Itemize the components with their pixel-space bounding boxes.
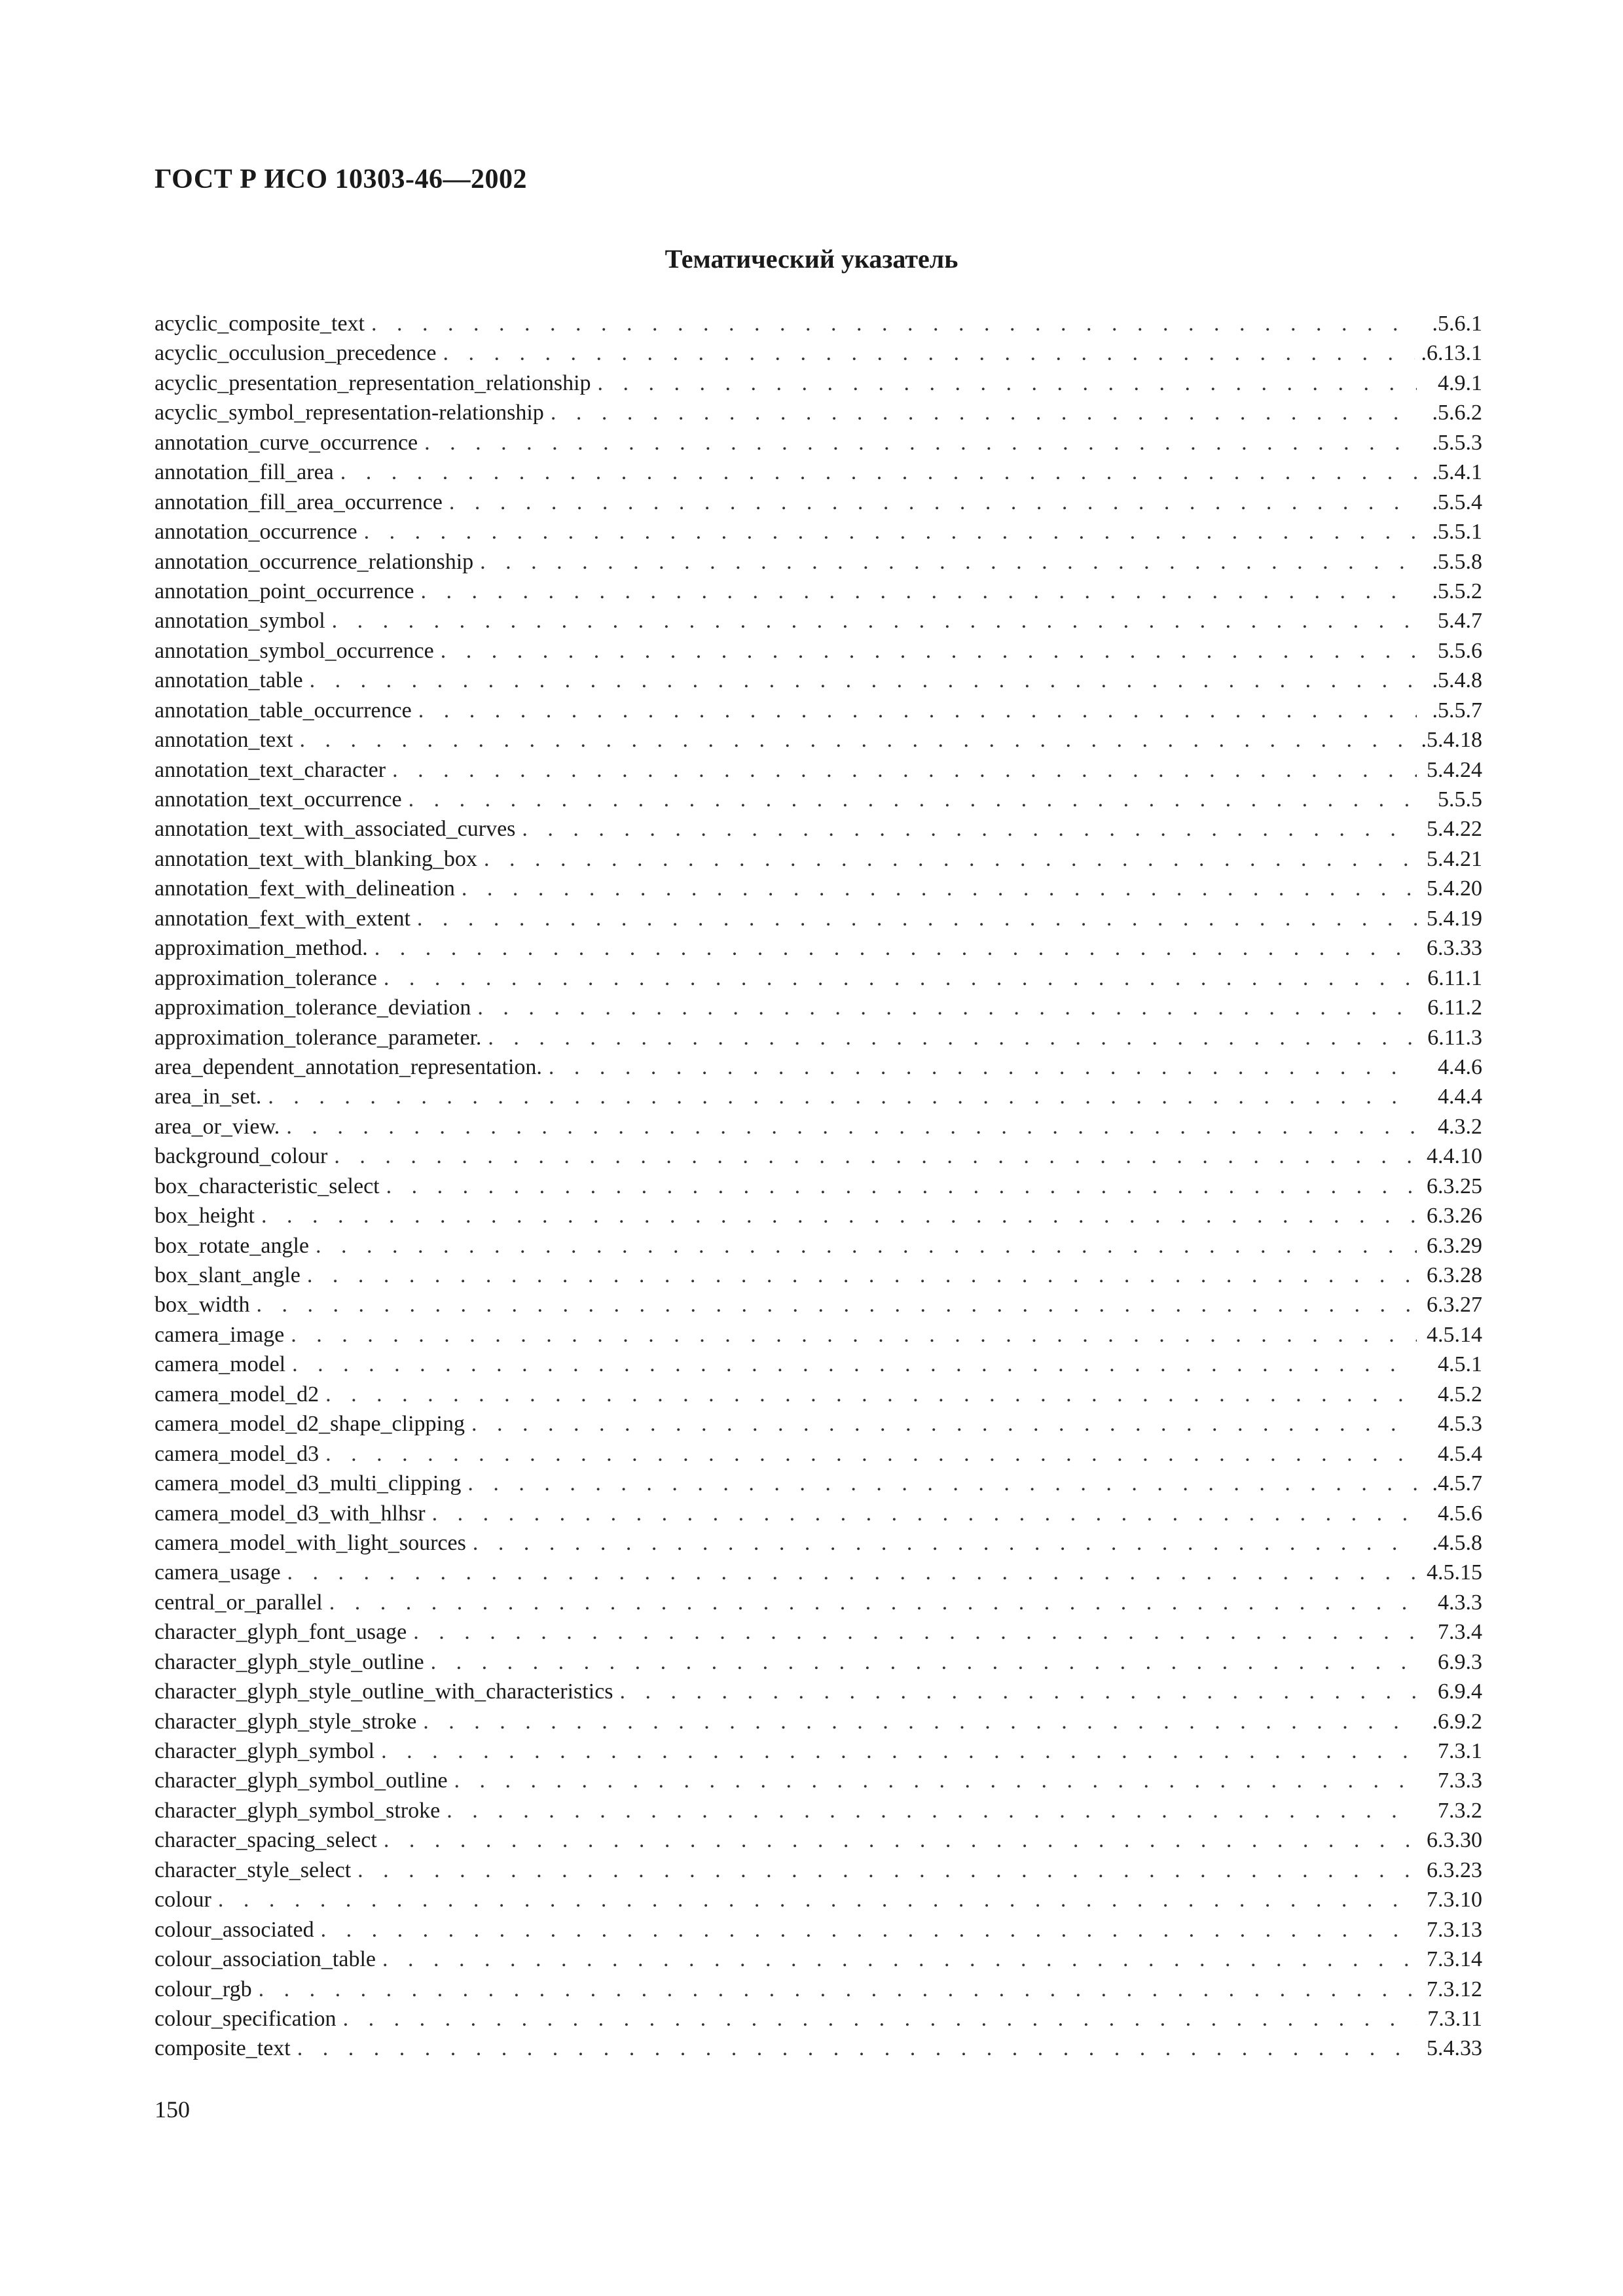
- index-entry-section-ref: .5.5.1: [1432, 520, 1482, 545]
- index-entry: [155, 1736, 1482, 1766]
- dot-leader: [467, 1469, 1417, 1498]
- index-entry-term: character_style_select: [155, 1857, 352, 1882]
- dot-leader: [473, 1528, 1417, 1558]
- index-entry: [155, 517, 1482, 547]
- dot-leader: [310, 666, 1417, 695]
- index-entry: [155, 1052, 1482, 1082]
- dot-leader: [384, 1825, 1417, 1855]
- index-entry-section-ref: 6.3.27: [1427, 1293, 1482, 1318]
- dot-leader: [522, 814, 1417, 844]
- dot-leader: [325, 1380, 1417, 1409]
- index-entry-term: annotation_fext_with_extent: [155, 906, 410, 931]
- dot-leader: [418, 696, 1417, 725]
- dot-leader: [488, 1023, 1417, 1052]
- dot-leader: [392, 755, 1417, 785]
- index-entry: [155, 1975, 1482, 2004]
- index-entry: [155, 1380, 1482, 1409]
- index-entry-section-ref: 6.3.23: [1427, 1857, 1482, 1882]
- index-entry: [155, 309, 1482, 338]
- index-entry: [155, 1141, 1482, 1171]
- dot-leader: [386, 1172, 1417, 1201]
- index-entry-term: character_glyph_style_outline_with_characteristics: [155, 1679, 613, 1704]
- dot-leader: [334, 1141, 1417, 1171]
- dot-leader: [268, 1082, 1417, 1111]
- index-entry: [155, 1617, 1482, 1647]
- dot-leader: [340, 457, 1417, 487]
- index-entry-term: annotation_text_with_blanking_box: [155, 846, 477, 871]
- index-entry: [155, 1290, 1482, 1319]
- index-entry: [155, 1201, 1482, 1230]
- index-entry-section-ref: 7.3.13: [1427, 1917, 1482, 1942]
- index-entry-term: camera_model_d3: [155, 1441, 319, 1466]
- index-entry: [155, 1409, 1482, 1439]
- index-entry-section-ref: 4.4.4: [1438, 1085, 1482, 1109]
- index-entry-section-ref: 7.3.10: [1427, 1888, 1482, 1912]
- dot-leader: [329, 1588, 1417, 1617]
- dot-leader: [431, 1647, 1417, 1677]
- index-entry: [155, 696, 1482, 725]
- index-entry-term: area_or_view.: [155, 1114, 280, 1139]
- dot-leader: [382, 1945, 1417, 1974]
- index-entry-term: approximation_tolerance_deviation: [155, 996, 471, 1020]
- dot-leader: [413, 1617, 1417, 1647]
- index-entry: [155, 1588, 1482, 1617]
- index-entry: [155, 1231, 1482, 1261]
- index-entry-term: camera_model: [155, 1352, 286, 1377]
- index-entry-section-ref: 5.4.20: [1427, 876, 1482, 901]
- index-entry-section-ref: .5.5.4: [1432, 490, 1482, 514]
- index-entry-section-ref: 6.11.3: [1427, 1025, 1482, 1050]
- index-entry-section-ref: 7.3.12: [1427, 1977, 1482, 2001]
- index-entry-term: annotation_text_occurrence: [155, 787, 402, 812]
- index-entry-section-ref: 5.4.21: [1427, 846, 1482, 871]
- index-entry-term: colour_associated: [155, 1917, 314, 1942]
- index-entry: [155, 338, 1482, 368]
- index-entry: [155, 1172, 1482, 1201]
- index-entry: [155, 1528, 1482, 1558]
- dot-leader: [421, 577, 1417, 606]
- index-entry-term: character_glyph_style_outline: [155, 1649, 424, 1674]
- index-entry-term: acyclic_occulusion_precedence: [155, 341, 437, 366]
- index-entry-term: camera_model_d3_multi_clipping: [155, 1471, 462, 1496]
- index-entry-term: box_characteristic_select: [155, 1174, 380, 1198]
- index-entry-section-ref: .6.13.1: [1421, 341, 1482, 366]
- index-entry: [155, 2034, 1482, 2063]
- index-entry-section-ref: 6.3.26: [1427, 1204, 1482, 1229]
- index-entry-term: character_glyph_font_usage: [155, 1620, 407, 1645]
- index-entry: [155, 428, 1482, 457]
- index-entry-section-ref: 4.3.3: [1438, 1590, 1482, 1615]
- index-entry: [155, 874, 1482, 903]
- index-entry-term: camera_image: [155, 1322, 285, 1347]
- index-entry-term: box_width: [155, 1293, 250, 1318]
- dot-leader: [417, 904, 1417, 933]
- index-entry-term: annotation_point_occurrence: [155, 579, 414, 603]
- index-entry-term: colour_specification: [155, 2006, 337, 2031]
- index-entry: [155, 1439, 1482, 1469]
- index-entry-section-ref: .6.9.2: [1432, 1709, 1482, 1734]
- index-entry: [155, 933, 1482, 963]
- index-entry-section-ref: 4.5.6: [1438, 1501, 1482, 1526]
- index-entry-term: area_in_set.: [155, 1085, 262, 1109]
- index-entry-section-ref: 7.3.11: [1427, 2006, 1482, 2031]
- index-entry-term: character_glyph_style_stroke: [155, 1709, 417, 1734]
- dot-leader: [332, 606, 1417, 636]
- dot-leader: [259, 1975, 1417, 2004]
- dot-leader: [441, 636, 1417, 666]
- index-entry: [155, 457, 1482, 487]
- dot-leader: [357, 1856, 1417, 1885]
- dot-leader: [381, 1736, 1417, 1766]
- index-entry: [155, 1350, 1482, 1379]
- index-entry: [155, 963, 1482, 993]
- index-entry-section-ref: 4.3.2: [1438, 1114, 1482, 1139]
- dot-leader: [343, 2004, 1417, 2034]
- index-entry-section-ref: .5.6.2: [1432, 401, 1482, 425]
- index-entry-section-ref: .5.4.18: [1421, 728, 1482, 753]
- index-entry: [155, 1856, 1482, 1885]
- index-entry-term: annotation_fill_area: [155, 460, 334, 485]
- dot-leader: [477, 993, 1417, 1022]
- dot-leader: [620, 1677, 1417, 1706]
- index-entry-term: colour_rgb: [155, 1977, 252, 2001]
- index-entry-term: camera_model_d3_with_hlhsr: [155, 1501, 426, 1526]
- index-entry-section-ref: .5.4.8: [1432, 668, 1482, 693]
- index-entry-section-ref: 5.4.19: [1427, 906, 1482, 931]
- dot-leader: [374, 933, 1417, 963]
- index-entry-term: box_height: [155, 1204, 255, 1229]
- index-entry: [155, 814, 1482, 844]
- index-entry: [155, 1647, 1482, 1677]
- dot-leader: [321, 1915, 1417, 1945]
- dot-leader: [286, 1112, 1417, 1141]
- index-entry-section-ref: 5.4.22: [1427, 817, 1482, 842]
- dot-leader: [364, 517, 1417, 547]
- dot-leader: [551, 398, 1417, 427]
- dot-leader: [423, 1707, 1417, 1736]
- index-entry-section-ref: 4.4.10: [1427, 1144, 1482, 1169]
- index-entry-term: annotation_text_character: [155, 757, 386, 782]
- index-entry: [155, 368, 1482, 398]
- dot-leader: [316, 1231, 1417, 1261]
- index-entry: [155, 1677, 1482, 1706]
- index-entry-term: box_rotate_angle: [155, 1233, 310, 1258]
- dot-leader: [454, 1766, 1417, 1795]
- dot-leader: [449, 488, 1417, 517]
- index-entry-section-ref: 4.9.1: [1438, 370, 1482, 395]
- index-entry-section-ref: 4.5.3: [1438, 1412, 1482, 1437]
- index-entry-term: character_glyph_symbol_outline: [155, 1768, 448, 1793]
- index-entry-term: camera_model_with_light_sources: [155, 1530, 466, 1555]
- index-entry-term: area_dependent_annotation_representation.: [155, 1054, 542, 1079]
- index-entry-term: camera_model_d2_shape_clipping: [155, 1412, 465, 1437]
- index-entry-term: acyclic_symbol_representation-relationship: [155, 401, 544, 425]
- index-entry: [155, 1082, 1482, 1111]
- index-entry: [155, 1320, 1482, 1350]
- index-entry-section-ref: 5.4.24: [1427, 757, 1482, 782]
- index-entry: [155, 1112, 1482, 1141]
- index-entry-section-ref: 7.3.1: [1438, 1739, 1482, 1763]
- dot-leader: [256, 1290, 1417, 1319]
- index-entry: [155, 636, 1482, 666]
- index-entry-section-ref: 5.5.5: [1438, 787, 1482, 812]
- index-entry-section-ref: 4.5.4: [1438, 1441, 1482, 1466]
- index-entry: [155, 1945, 1482, 1974]
- index-entry-term: annotation_symbol_occurrence: [155, 638, 434, 663]
- dot-leader: [462, 874, 1417, 903]
- index-entry-term: annotation_text_with_associated_curves: [155, 817, 516, 842]
- dot-leader: [409, 785, 1417, 814]
- dot-leader: [598, 368, 1417, 398]
- dot-leader: [424, 428, 1417, 457]
- dot-leader: [443, 338, 1414, 368]
- dot-leader: [287, 1558, 1417, 1587]
- index-entry-section-ref: 7.3.2: [1438, 1798, 1482, 1823]
- index-entry-term: composite_text: [155, 2036, 291, 2061]
- index-entry-section-ref: .5.4.1: [1432, 460, 1482, 485]
- index-entry-section-ref: 5.4.7: [1438, 609, 1482, 634]
- index-entry-section-ref: 6.11.2: [1427, 996, 1482, 1020]
- index-entry-term: central_or_parallel: [155, 1590, 323, 1615]
- dot-leader: [549, 1052, 1417, 1082]
- index-entry-term: character_glyph_symbol: [155, 1739, 375, 1763]
- index-entry-term: box_slant_angle: [155, 1263, 301, 1287]
- index-entry-section-ref: .4.5.7: [1432, 1471, 1482, 1496]
- dot-leader: [325, 1439, 1417, 1469]
- index-entry: [155, 993, 1482, 1022]
- dot-leader: [432, 1499, 1417, 1528]
- index-entry: [155, 1469, 1482, 1498]
- dot-leader: [307, 1261, 1417, 1290]
- index-entry: [155, 1885, 1482, 1914]
- dot-leader: [484, 844, 1417, 874]
- index-entry-section-ref: 6.3.29: [1427, 1233, 1482, 1258]
- index-entry: [155, 1261, 1482, 1290]
- index-entry-section-ref: .5.5.7: [1432, 698, 1482, 723]
- index-entry-term: annotation_fill_area_occurrence: [155, 490, 443, 514]
- dot-leader: [447, 1796, 1417, 1825]
- index-entry-term: colour: [155, 1888, 211, 1912]
- index-entry: [155, 547, 1482, 577]
- index-title: Тематический указатель: [665, 244, 958, 274]
- index-entry-term: camera_usage: [155, 1560, 281, 1585]
- index-entry-term: annotation_table_occurrence: [155, 698, 412, 723]
- dot-leader: [292, 1350, 1417, 1379]
- index-entry-section-ref: 6.11.1: [1427, 965, 1482, 990]
- index-entry-section-ref: .4.5.8: [1432, 1530, 1482, 1555]
- index-entry: [155, 1796, 1482, 1825]
- index-entry-term: annotation_curve_occurrence: [155, 430, 418, 455]
- index-entry-term: annotation_table: [155, 668, 303, 693]
- subject-index-list: [155, 309, 1482, 2064]
- index-entry-term: camera_model_d2: [155, 1382, 319, 1407]
- dot-leader: [291, 1320, 1417, 1350]
- index-entry: [155, 1766, 1482, 1795]
- index-entry-section-ref: 7.3.4: [1438, 1620, 1482, 1645]
- index-entry-term: character_spacing_select: [155, 1828, 377, 1853]
- index-entry-section-ref: 4.5.1: [1438, 1352, 1482, 1377]
- index-entry-section-ref: 4.5.2: [1438, 1382, 1482, 1407]
- dot-leader: [218, 1885, 1417, 1914]
- index-entry: [155, 1707, 1482, 1736]
- index-entry: [155, 785, 1482, 814]
- index-entry-term: acyclic_composite_text: [155, 312, 365, 336]
- index-entry-term: colour_association_table: [155, 1947, 376, 1972]
- index-entry-term: annotation_fext_with_delineation: [155, 876, 455, 901]
- index-entry: [155, 1558, 1482, 1587]
- dot-leader: [261, 1201, 1417, 1230]
- dot-leader: [471, 1409, 1417, 1439]
- index-entry-term: annotation_symbol: [155, 609, 325, 634]
- index-entry: [155, 1825, 1482, 1855]
- index-entry: [155, 1023, 1482, 1052]
- index-entry: [155, 606, 1482, 636]
- index-entry-section-ref: 6.9.4: [1438, 1679, 1482, 1704]
- dot-leader: [300, 725, 1415, 755]
- index-entry-section-ref: 6.3.33: [1427, 936, 1482, 961]
- index-entry-section-ref: 4.4.6: [1438, 1054, 1482, 1079]
- index-entry-section-ref: 4.5.15: [1427, 1560, 1482, 1585]
- index-entry-section-ref: .5.5.3: [1432, 430, 1482, 455]
- index-entry-section-ref: 6.3.28: [1427, 1263, 1482, 1287]
- dot-leader: [297, 2034, 1417, 2063]
- index-entry-section-ref: 6.9.3: [1438, 1649, 1482, 1674]
- index-entry-section-ref: .5.5.2: [1432, 579, 1482, 603]
- index-entry: [155, 755, 1482, 785]
- dot-leader: [480, 547, 1417, 577]
- index-entry: [155, 666, 1482, 695]
- dot-leader: [371, 309, 1417, 338]
- index-entry-section-ref: 5.4.33: [1427, 2036, 1482, 2061]
- index-entry: [155, 577, 1482, 606]
- index-entry-term: character_glyph_symbol_stroke: [155, 1798, 441, 1823]
- index-entry: [155, 1499, 1482, 1528]
- index-entry-term: acyclic_presentation_representation_relationship: [155, 370, 591, 395]
- dot-leader: [384, 963, 1417, 993]
- page-number: 150: [155, 2096, 190, 2123]
- index-entry-section-ref: 5.5.6: [1438, 638, 1482, 663]
- index-entry: [155, 488, 1482, 517]
- index-entry: [155, 398, 1482, 427]
- index-entry-term: annotation_occurrence_relationship: [155, 549, 474, 574]
- index-entry: [155, 844, 1482, 874]
- index-entry: [155, 2004, 1482, 2034]
- index-entry: [155, 904, 1482, 933]
- index-entry-section-ref: 6.3.30: [1427, 1828, 1482, 1853]
- index-entry-section-ref: .5.5.8: [1432, 549, 1482, 574]
- index-entry: [155, 725, 1482, 755]
- index-entry-term: annotation_occurrence: [155, 520, 357, 545]
- index-entry-section-ref: .5.6.1: [1432, 312, 1482, 336]
- index-entry-term: annotation_text: [155, 728, 293, 753]
- index-entry-section-ref: 7.3.3: [1438, 1768, 1482, 1793]
- index-entry: [155, 1915, 1482, 1945]
- index-entry-term: approximation_tolerance_parameter.: [155, 1025, 482, 1050]
- index-entry-term: approximation_method.: [155, 936, 368, 961]
- document-header-standard-code: ГОСТ Р ИСО 10303-46—2002: [155, 164, 528, 194]
- index-entry-section-ref: 4.5.14: [1427, 1322, 1482, 1347]
- index-entry-section-ref: 6.3.25: [1427, 1174, 1482, 1198]
- index-entry-term: background_colour: [155, 1144, 328, 1169]
- index-entry-section-ref: 7.3.14: [1427, 1947, 1482, 1972]
- index-entry-term: approximation_tolerance: [155, 965, 377, 990]
